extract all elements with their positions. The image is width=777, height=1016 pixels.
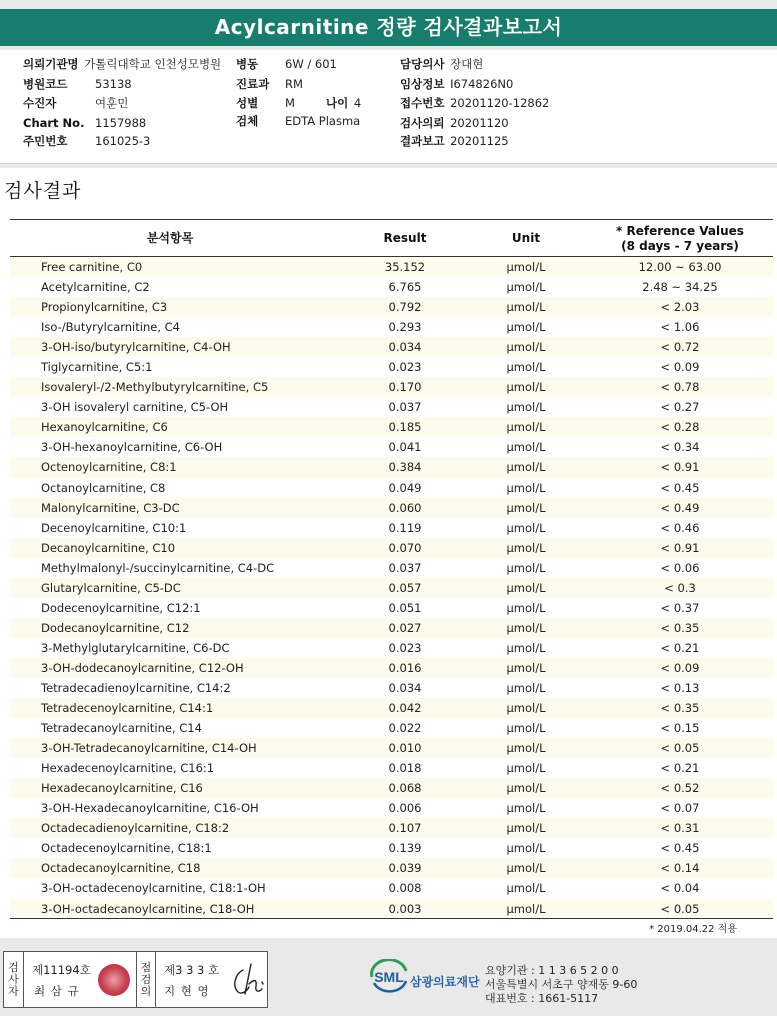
reference-range: < 0.21 bbox=[660, 761, 700, 776]
table-row bbox=[10, 357, 773, 377]
unit-value: μmol/L bbox=[506, 620, 546, 635]
table-row bbox=[10, 798, 773, 818]
table-row bbox=[10, 678, 773, 698]
result-value: 0.034 bbox=[388, 680, 422, 695]
analyte-name: Tetradecenoylcarnitine, C14:1 bbox=[41, 701, 214, 716]
result-value: 0.049 bbox=[388, 480, 422, 495]
table-row bbox=[10, 498, 773, 518]
analyte-name: Iso-/Butyrylcarnitine, C4 bbox=[41, 320, 180, 335]
unit-value: μmol/L bbox=[506, 360, 546, 375]
table-row bbox=[10, 618, 773, 638]
unit-value: μmol/L bbox=[506, 400, 546, 415]
unit-value: μmol/L bbox=[506, 380, 546, 395]
reference-range: < 0.05 bbox=[660, 741, 700, 756]
result-value: 0.060 bbox=[388, 500, 422, 515]
info-rrn: 주민번호 161025-3 bbox=[23, 134, 151, 148]
analyte-name: Octadecanoylcarnitine, C18 bbox=[41, 861, 201, 876]
reference-range: < 2.03 bbox=[660, 300, 700, 315]
unit-value: μmol/L bbox=[506, 420, 546, 435]
info-report-date: 결과보고 20201125 bbox=[400, 134, 509, 148]
result-value: 0.139 bbox=[388, 841, 422, 856]
analyte-name: 3-OH-octadecanoylcarnitine, C18-OH bbox=[41, 901, 255, 916]
table-header bbox=[10, 219, 773, 257]
table-row bbox=[10, 598, 773, 618]
unit-value: μmol/L bbox=[506, 560, 546, 575]
unit-value: μmol/L bbox=[506, 260, 546, 274]
reference-range: < 0.91 bbox=[660, 460, 700, 475]
unit-value: μmol/L bbox=[506, 901, 546, 916]
table-row bbox=[10, 698, 773, 718]
institution-number: 요양기관 : 1 1 3 6 5 2 0 0 bbox=[485, 964, 619, 977]
table-row bbox=[10, 277, 773, 297]
unit-value: μmol/L bbox=[506, 640, 546, 655]
confirmer-license: 제3 3 3 호 bbox=[164, 963, 220, 977]
table-row bbox=[10, 778, 773, 798]
table-row bbox=[10, 858, 773, 878]
result-value: 0.070 bbox=[388, 540, 422, 555]
result-value: 0.293 bbox=[388, 320, 422, 335]
analyte-name: Free carnitine, C0 bbox=[41, 260, 143, 274]
analyte-name: Isovaleryl-/2-Methylbutyrylcarnitine, C5 bbox=[41, 380, 269, 395]
table-row bbox=[10, 457, 773, 477]
official-seal-stamp bbox=[98, 964, 130, 996]
table-bottom-rule bbox=[10, 918, 773, 919]
reference-range: < 0.07 bbox=[660, 801, 700, 816]
table-row bbox=[10, 758, 773, 778]
result-value: 0.041 bbox=[388, 440, 422, 455]
unit-value: μmol/L bbox=[506, 761, 546, 776]
result-value: 0.185 bbox=[388, 420, 422, 435]
result-value: 0.037 bbox=[388, 400, 422, 415]
sml-logo-icon bbox=[368, 959, 410, 995]
unit-value: μmol/L bbox=[506, 721, 546, 736]
unit-value: μmol/L bbox=[506, 741, 546, 756]
info-age: 나이 4 bbox=[326, 96, 362, 110]
reference-range: < 0.05 bbox=[660, 901, 700, 916]
analyte-name: Dodecanoylcarnitine, C12 bbox=[41, 620, 190, 635]
analyte-name: Propionylcarnitine, C3 bbox=[41, 300, 168, 315]
unit-value: μmol/L bbox=[506, 600, 546, 615]
analyte-name: Octadecenoylcarnitine, C18:1 bbox=[41, 841, 212, 856]
ref-header-line1: * Reference Values bbox=[616, 223, 744, 238]
reference-range: < 0.15 bbox=[660, 721, 700, 736]
analyte-name: Malonylcarnitine, C3-DC bbox=[41, 500, 180, 515]
analyte-name: 3-OH-dodecanoylcarnitine, C12-OH bbox=[41, 660, 244, 675]
unit-value: μmol/L bbox=[506, 500, 546, 515]
col-header-reference bbox=[595, 220, 765, 257]
unit-value: μmol/L bbox=[506, 841, 546, 856]
result-value: 0.119 bbox=[388, 520, 422, 535]
unit-value: μmol/L bbox=[506, 821, 546, 836]
table-row bbox=[10, 317, 773, 337]
info-doctor: 담당의사 장대현 bbox=[400, 57, 484, 71]
ref-header-line2: (8 days - 7 years) bbox=[621, 238, 739, 253]
analyte-name: 3-Methylglutarylcarnitine, C6-DC bbox=[41, 640, 230, 655]
result-value: 0.792 bbox=[388, 300, 422, 315]
result-value: 0.027 bbox=[388, 620, 422, 635]
analyte-name: Dodecenoylcarnitine, C12:1 bbox=[41, 600, 201, 615]
info-sex: 성별 M bbox=[236, 96, 295, 110]
info-specimen: 검체 EDTA Plasma bbox=[236, 114, 361, 128]
table-row bbox=[10, 578, 773, 598]
info-hospital: 의뢰기관명 가톨릭대학교 인천성모병원 bbox=[23, 57, 222, 71]
result-value: 0.034 bbox=[388, 340, 422, 355]
unit-value: μmol/L bbox=[506, 480, 546, 495]
reference-range: < 0.91 bbox=[660, 540, 700, 555]
analyte-name: Hexanoylcarnitine, C6 bbox=[41, 420, 168, 435]
org-phone: 대표번호 : 1661-5117 bbox=[485, 992, 599, 1005]
reference-range: < 0.14 bbox=[660, 861, 700, 876]
analyte-name: Decanoylcarnitine, C10 bbox=[41, 540, 176, 555]
table-row bbox=[10, 838, 773, 858]
reference-range: < 0.72 bbox=[660, 340, 700, 355]
table-row bbox=[10, 818, 773, 838]
result-value: 6.765 bbox=[388, 280, 422, 295]
reference-range: < 0.31 bbox=[660, 821, 700, 836]
reference-range: < 0.28 bbox=[660, 420, 700, 435]
table-row bbox=[10, 478, 773, 498]
info-department: 진료과 RM bbox=[236, 77, 303, 91]
unit-value: μmol/L bbox=[506, 701, 546, 716]
reference-range: < 0.35 bbox=[660, 701, 700, 716]
unit-value: μmol/L bbox=[506, 520, 546, 535]
result-value: 0.068 bbox=[388, 781, 422, 796]
reference-range: < 0.46 bbox=[660, 520, 700, 535]
org-address: 서울특별시 서초구 양재동 9-60 bbox=[485, 978, 638, 991]
table-row bbox=[10, 738, 773, 758]
analyte-name: 3-OH-iso/butyrylcarnitine, C4-OH bbox=[41, 340, 231, 355]
unit-value: μmol/L bbox=[506, 660, 546, 675]
col-header-item: 분석항목 bbox=[146, 231, 194, 245]
analyte-name: Acetylcarnitine, C2 bbox=[41, 280, 150, 295]
table-row bbox=[10, 538, 773, 558]
result-value: 0.006 bbox=[388, 801, 422, 816]
info-hospital-code: 병원코드 53138 bbox=[23, 77, 132, 91]
col-header-unit: Unit bbox=[511, 231, 541, 245]
result-value: 0.018 bbox=[388, 761, 422, 776]
reference-range: < 0.49 bbox=[660, 500, 700, 515]
result-value: 0.107 bbox=[388, 821, 422, 836]
result-value: 0.042 bbox=[388, 701, 422, 716]
table-row bbox=[10, 397, 773, 417]
unit-value: μmol/L bbox=[506, 280, 546, 295]
table-body bbox=[10, 257, 773, 919]
table-row bbox=[10, 899, 773, 919]
result-value: 35.152 bbox=[384, 260, 426, 274]
result-value: 0.016 bbox=[388, 660, 422, 675]
analyte-name: Tetradecanoylcarnitine, C14 bbox=[41, 721, 202, 736]
col-header-result: Result bbox=[383, 231, 427, 245]
unit-value: μmol/L bbox=[506, 300, 546, 315]
reference-range: < 0.21 bbox=[660, 640, 700, 655]
result-value: 0.010 bbox=[388, 741, 422, 756]
inspector-license: 제11194호 bbox=[32, 963, 91, 977]
result-value: 0.037 bbox=[388, 560, 422, 575]
table-row bbox=[10, 718, 773, 738]
analyte-name: Tetradecadienoylcarnitine, C14:2 bbox=[41, 680, 231, 695]
unit-value: μmol/L bbox=[506, 881, 546, 896]
analyte-name: Decenoylcarnitine, C10:1 bbox=[41, 520, 187, 535]
analyte-name: Octadecadienoylcarnitine, C18:2 bbox=[41, 821, 230, 836]
inspector-name: 최 삼 규 bbox=[34, 984, 80, 998]
result-value: 0.022 bbox=[388, 721, 422, 736]
inspector-label: 검 사 자 bbox=[4, 952, 24, 1007]
table-row bbox=[10, 257, 773, 277]
unit-value: μmol/L bbox=[506, 580, 546, 595]
results-table bbox=[10, 219, 773, 919]
result-value: 0.008 bbox=[388, 881, 422, 896]
unit-value: μmol/L bbox=[506, 460, 546, 475]
table-row bbox=[10, 658, 773, 678]
reference-range: < 0.52 bbox=[660, 781, 700, 796]
unit-value: μmol/L bbox=[506, 340, 546, 355]
sml-logo-text: SML bbox=[374, 969, 404, 985]
analyte-name: 3-OH-Hexadecanoylcarnitine, C16-OH bbox=[41, 801, 259, 816]
analyte-name: 3-OH isovaleryl carnitine, C5-OH bbox=[41, 400, 229, 415]
table-row bbox=[10, 638, 773, 658]
analyte-name: Methylmalonyl-/succinylcarnitine, C4-DC bbox=[41, 560, 275, 575]
unit-value: μmol/L bbox=[506, 781, 546, 796]
result-value: 0.051 bbox=[388, 600, 422, 615]
reference-range: < 0.13 bbox=[660, 680, 700, 695]
result-value: 0.057 bbox=[388, 580, 422, 595]
reference-range: < 0.35 bbox=[660, 620, 700, 635]
patient-info-panel bbox=[0, 50, 777, 164]
report-title: Acylcarnitine 정량 검사결과보고서 bbox=[0, 9, 777, 46]
unit-value: μmol/L bbox=[506, 320, 546, 335]
table-row bbox=[10, 518, 773, 538]
analyte-name: 3-OH-Tetradecanoylcarnitine, C14-OH bbox=[41, 741, 257, 756]
signature-box bbox=[3, 951, 268, 1008]
table-row bbox=[10, 417, 773, 437]
table-row bbox=[10, 878, 773, 898]
info-chart-no: Chart No. 1157988 bbox=[23, 116, 147, 130]
table-row bbox=[10, 558, 773, 578]
reference-range: < 0.09 bbox=[660, 360, 700, 375]
analyte-name: Glutarylcarnitine, C5-DC bbox=[41, 580, 181, 595]
reference-range: < 0.3 bbox=[664, 580, 696, 595]
unit-value: μmol/L bbox=[506, 861, 546, 876]
reference-range: < 0.78 bbox=[660, 380, 700, 395]
confirmer-name: 지 현 영 bbox=[164, 984, 210, 998]
analyte-name: Octenoylcarnitine, C8:1 bbox=[41, 460, 177, 475]
info-receipt: 접수번호 20201120-12862 bbox=[400, 96, 550, 110]
info-patient: 수진자 여훈민 bbox=[23, 96, 129, 110]
analyte-name: Octanoylcarnitine, C8 bbox=[41, 480, 166, 495]
reference-range: < 0.45 bbox=[660, 480, 700, 495]
result-value: 0.039 bbox=[388, 861, 422, 876]
table-row bbox=[10, 337, 773, 357]
result-value: 0.023 bbox=[388, 640, 422, 655]
handwritten-signature bbox=[229, 956, 267, 1002]
unit-value: μmol/L bbox=[506, 440, 546, 455]
reference-range: < 0.04 bbox=[660, 881, 700, 896]
reference-range: < 0.37 bbox=[660, 600, 700, 615]
analyte-name: 3-OH-hexanoylcarnitine, C6-OH bbox=[41, 440, 223, 455]
reference-range: < 1.06 bbox=[660, 320, 700, 335]
confirmer-label: 점 검 의 bbox=[136, 952, 156, 1007]
unit-value: μmol/L bbox=[506, 540, 546, 555]
info-ward: 병동 6W / 601 bbox=[236, 57, 337, 71]
analyte-name: Hexadecanoylcarnitine, C16 bbox=[41, 781, 203, 796]
unit-value: μmol/L bbox=[506, 801, 546, 816]
table-row bbox=[10, 297, 773, 317]
analyte-name: Hexadecenoylcarnitine, C16:1 bbox=[41, 761, 215, 776]
result-value: 0.023 bbox=[388, 360, 422, 375]
reference-range: < 0.06 bbox=[660, 560, 700, 575]
reference-range: 12.00 ~ 63.00 bbox=[638, 260, 722, 274]
reference-range: < 0.45 bbox=[660, 841, 700, 856]
table-row bbox=[10, 437, 773, 457]
reference-range: < 0.09 bbox=[660, 660, 700, 675]
reference-range: < 0.27 bbox=[660, 400, 700, 415]
unit-value: μmol/L bbox=[506, 680, 546, 695]
result-value: 0.384 bbox=[388, 460, 422, 475]
info-clinical: 임상정보 I674826N0 bbox=[400, 77, 514, 91]
info-request-date: 검사의뢰 20201120 bbox=[400, 116, 509, 130]
result-value: 0.003 bbox=[388, 901, 422, 916]
org-name: 삼광의료재단 bbox=[410, 975, 480, 989]
analyte-name: Tiglycarnitine, C5:1 bbox=[41, 360, 153, 375]
reference-range: 2.48 ~ 34.25 bbox=[642, 280, 718, 295]
analyte-name: 3-OH-octadecenoylcarnitine, C18:1-OH bbox=[41, 881, 266, 896]
reference-range: < 0.34 bbox=[660, 440, 700, 455]
reference-footnote: * 2019.04.22 적용 bbox=[649, 924, 737, 935]
table-row bbox=[10, 377, 773, 397]
result-value: 0.170 bbox=[388, 380, 422, 395]
section-title: 검사결과 bbox=[4, 180, 82, 202]
